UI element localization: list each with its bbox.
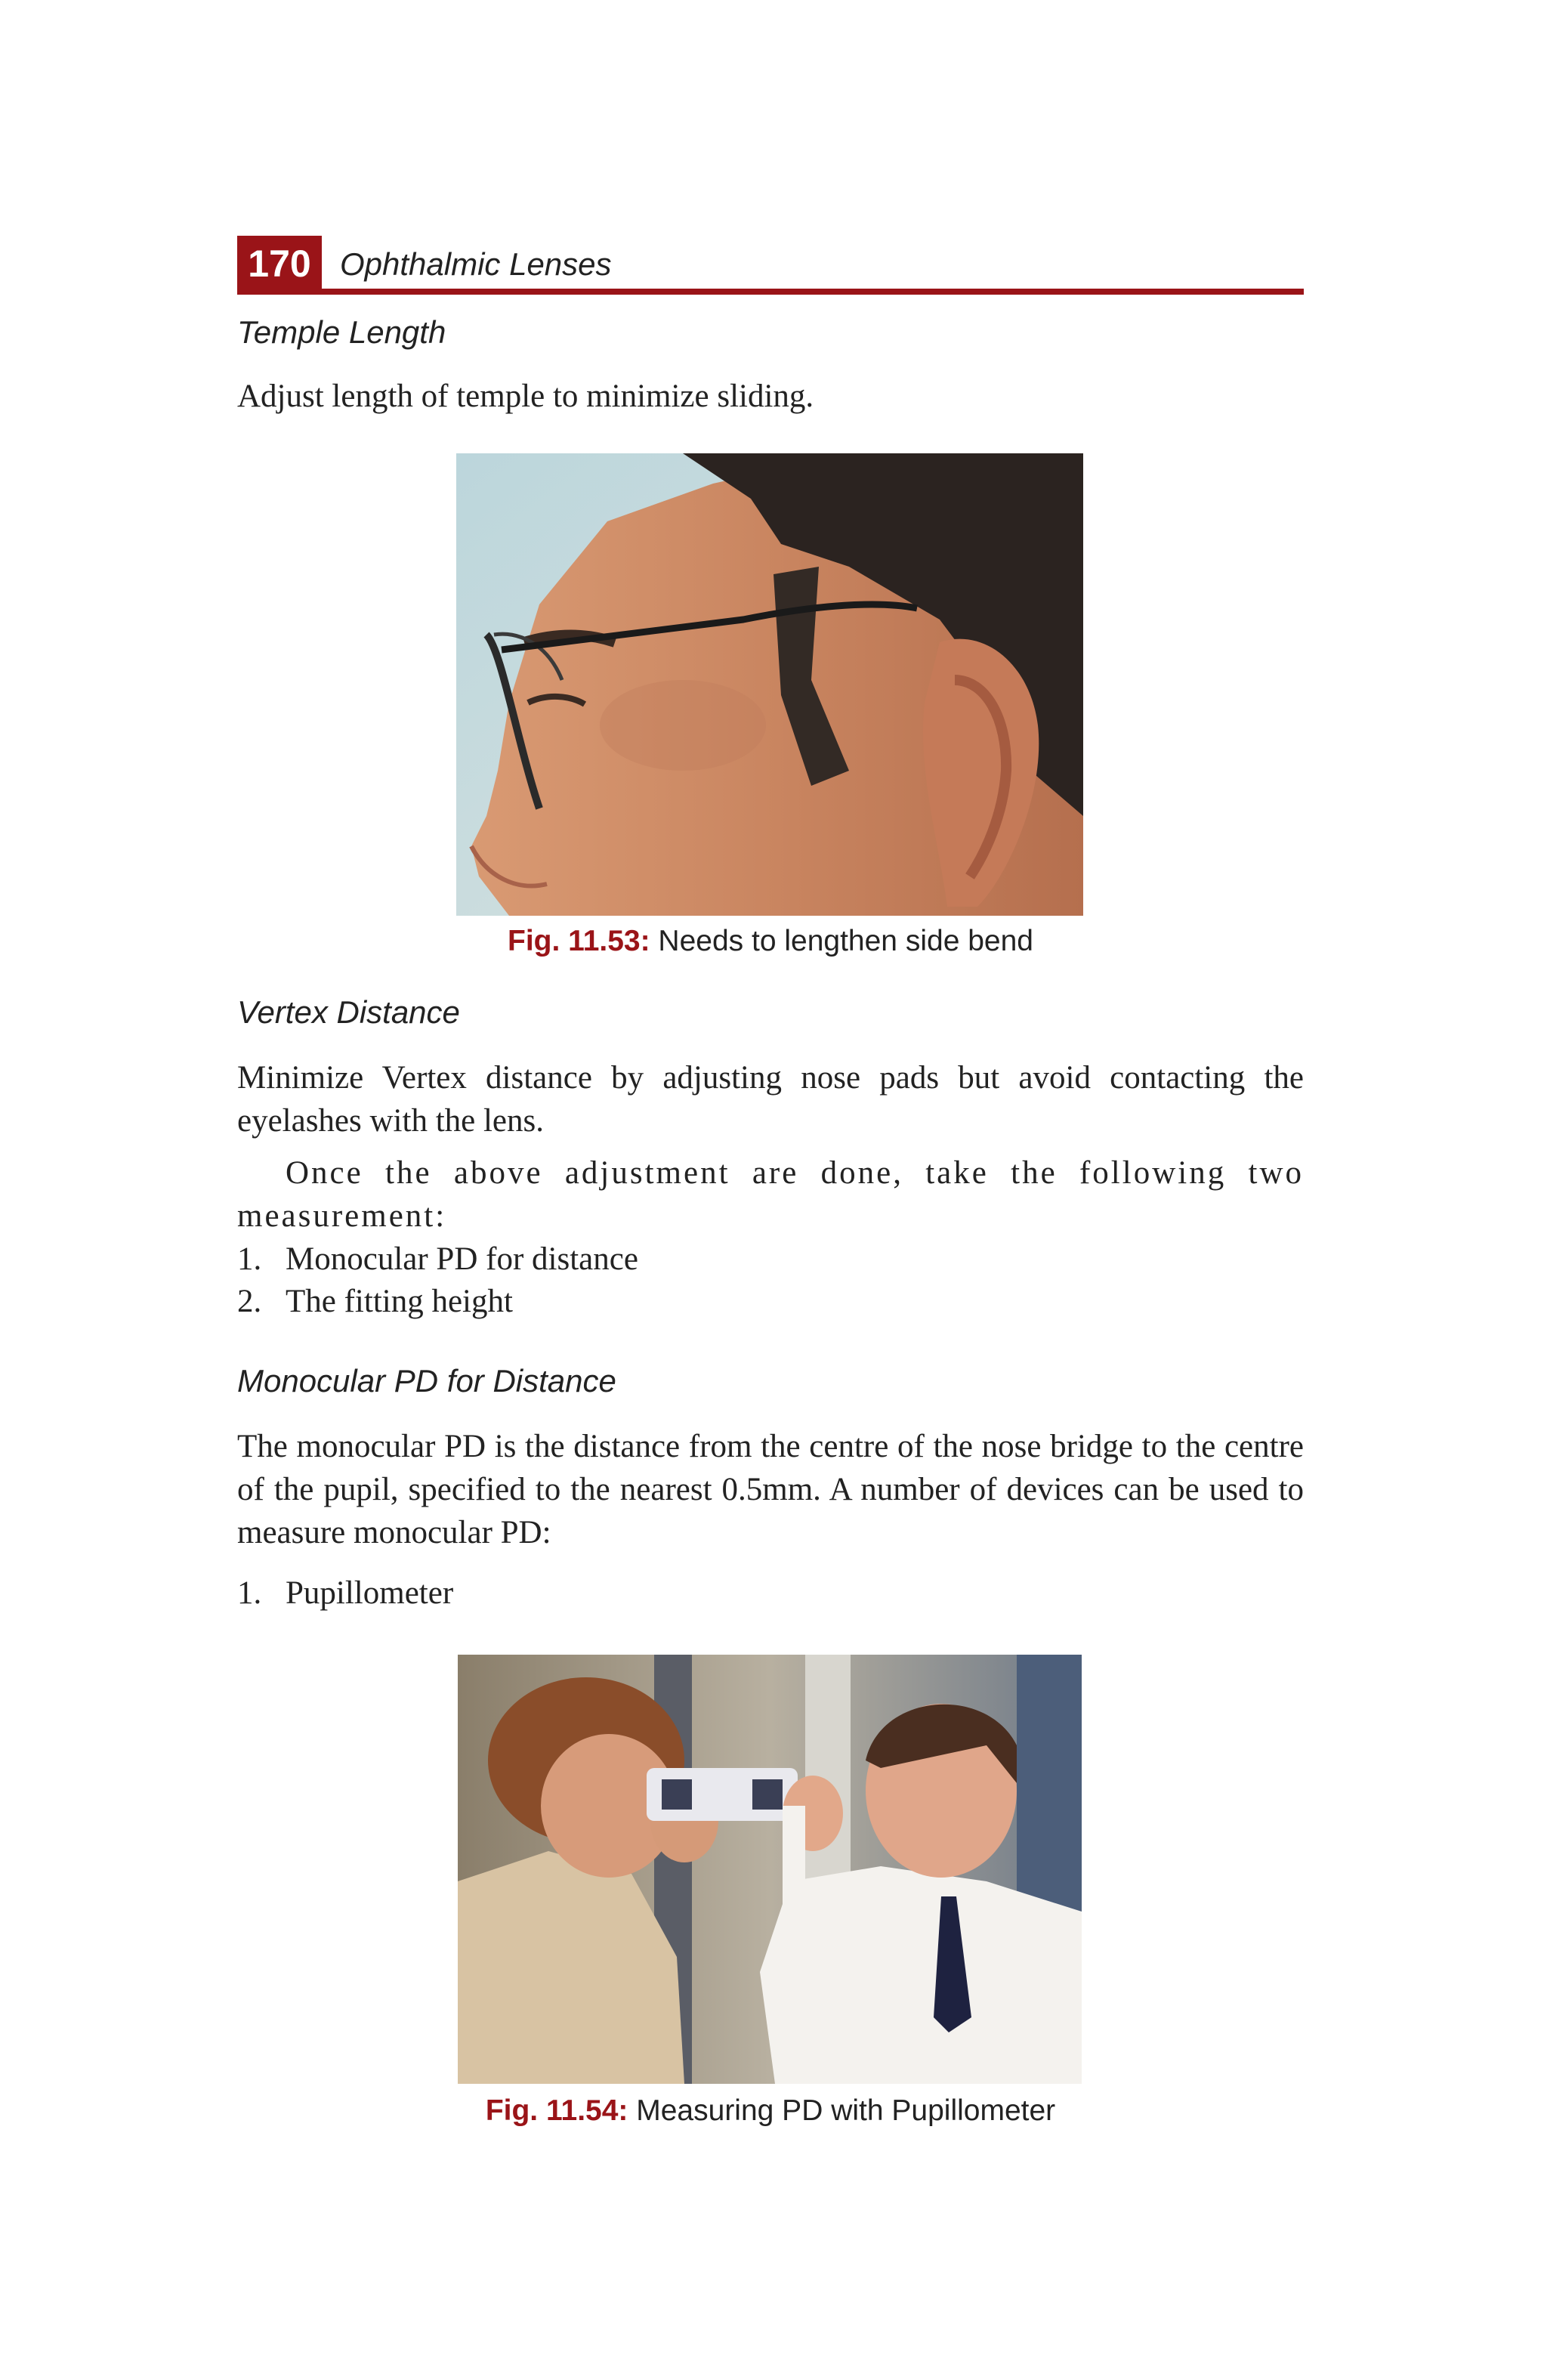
section-heading-temple-length: Temple Length [237,314,446,350]
list-number: 1. [237,1575,262,1611]
figure-label-11-54: Fig. 11.54: [485,2094,628,2127]
figure-caption-text-11-54: Measuring PD with Pupillometer [628,2094,1056,2127]
list-text: Monocular PD for distance [286,1241,638,1277]
figure-caption-text-11-53: Needs to lengthen side bend [650,925,1033,957]
page-number: 170 [237,236,322,292]
figure-caption-11-53 [237,923,1304,960]
figure-caption-11-54 [237,2093,1304,2129]
list-item [237,1280,513,1323]
section-heading-vertex-distance: Vertex Distance [237,994,460,1030]
list-item [237,1572,453,1615]
figure-pupillometer-photo [458,1655,1082,2084]
figure-side-bend-photo [456,453,1083,916]
section-heading-monocular-pd: Monocular PD for Distance [237,1363,616,1399]
list-number: 2. [237,1284,262,1319]
paragraph-vertex-distance: Minimize Vertex distance by adjusting nose pads but avoid contacting the eyelashes with the lens. [237,1060,1304,1139]
running-header [237,236,1304,295]
list-text: The fitting height [286,1284,513,1319]
running-title: Ophthalmic Lenses [340,246,612,282]
paragraph-adjustment: Once the above adjustment are done, take the following two measurement: [237,1155,1304,1234]
list-item [237,1238,638,1281]
paragraph-monocular-pd: The monocular PD is the distance from the centre of the nose bridge to the centre of the pupil, specified to the nearest 0.5mm. A number of devices can be used to measure monocular PD: [237,1429,1304,1550]
paragraph-temple-length: Adjust length of temple to minimize sliding. [237,379,814,414]
figure-label-11-53: Fig. 11.53: [508,925,650,957]
list-text: Pupillometer [286,1575,454,1611]
header-rule [237,289,1304,295]
list-number: 1. [237,1241,262,1277]
